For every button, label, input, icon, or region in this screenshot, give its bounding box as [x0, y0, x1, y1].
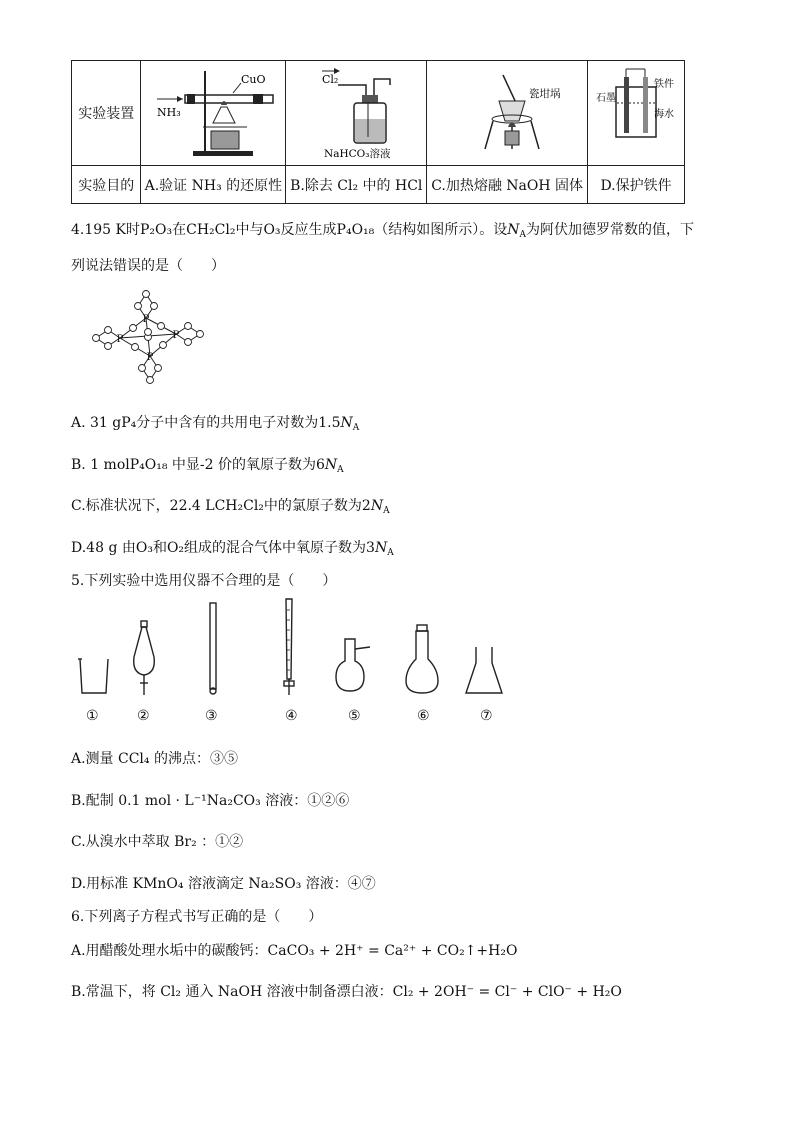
purpose-c: C.加热熔融 NaOH 固体 [427, 166, 588, 204]
thermometer-icon [210, 603, 216, 689]
q6-option-b: B.常温下，将 Cl₂ 通入 NaOH 溶液中制备漂白液：Cl₂ + 2OH⁻ = Cl⁻ + ClO⁻ + H₂O [71, 984, 622, 1000]
distilling-flask-icon [336, 639, 364, 691]
q4-option-b: B. 1 molP₄O₁₈ 中显-2 价的氧原子数为$6N_A$ [71, 457, 344, 475]
instrument-label-4: ④ [285, 708, 298, 724]
q4-option-a: A. 31 gP₄分子中含有的共用电子对数为$1.5N_A$ [71, 415, 360, 433]
q5-option-c: C.从溴水中萃取 Br₂ ：①② [71, 834, 244, 850]
graphite-label: 石墨 [596, 93, 617, 104]
apparatus-a [141, 61, 286, 166]
p4o18-structure [78, 282, 228, 394]
row-label-purpose: 实验目的 [72, 166, 141, 204]
q4-option-d: D.48 g 由O₃和O₂组成的混合气体中氧原子数为$3N_A$ [71, 540, 394, 558]
iron-label: 铁件 [654, 79, 675, 90]
q5-stem: 5.下列实验中选用仪器不合理的是（ ） [71, 573, 337, 589]
purpose-a: A.验证 NH₃ 的还原性 [141, 166, 286, 204]
instrument-label-6: ⑥ [417, 708, 430, 724]
apparatus-b [286, 61, 427, 166]
q5-option-b: B.配制 0.1 mol · L⁻¹Na₂CO₃ 溶液：①②⑥ [71, 793, 350, 809]
cuo-label: CuO [241, 73, 266, 86]
q4-stem-line1: 4.195 K时P₂O₃在CH₂Cl₂中与O₃反应生成P₄O₁₈（结构如图所示）。设$N_A$为阿伏加德罗常数的值，下 [71, 222, 695, 240]
p-atom: P [172, 330, 180, 341]
q4-stem-line2: 列说法错误的是（ ） [71, 258, 225, 274]
row-label-apparatus: 实验装置 [72, 61, 141, 166]
q5-option-a: A.测量 CCl₄ 的沸点：③⑤ [71, 751, 238, 767]
conical-flask-icon [466, 647, 502, 693]
burette-icon [286, 599, 292, 679]
separatory-funnel-icon [134, 627, 155, 675]
q6-option-a: A.用醋酸处理水垢中的碳酸钙：CaCO₃ + 2H⁺ = Ca²⁺ + CO₂↑+H₂O [71, 943, 518, 959]
nh3-label: NH₃ [157, 106, 182, 119]
volumetric-flask-icon [406, 631, 438, 693]
nahco3-label: NaHCO₃溶液 [324, 148, 391, 160]
instrument-row [70, 595, 520, 705]
crucible-label: 瓷坩埚 [529, 88, 561, 100]
p-atom: P [146, 352, 154, 363]
instrument-label-7: ⑦ [480, 708, 493, 724]
purpose-b: B.除去 Cl₂ 中的 HCl [286, 166, 427, 204]
p-atom: P [116, 334, 124, 345]
cl2-label: Cl₂ [322, 73, 339, 86]
apparatus-c [427, 61, 588, 166]
instrument-label-2: ② [137, 708, 150, 724]
instrument-label-5: ⑤ [348, 708, 361, 724]
p-atom: P [142, 314, 150, 325]
beaker-icon [80, 659, 108, 693]
experiment-table [71, 60, 685, 204]
q6-stem: 6.下列离子方程式书写正确的是（ ） [71, 909, 323, 925]
apparatus-d [588, 61, 685, 166]
q5-option-d: D.用标准 KMnO₄ 溶液滴定 Na₂SO₃ 溶液：④⑦ [71, 876, 376, 892]
instrument-label-1: ① [86, 708, 99, 724]
instrument-label-3: ③ [205, 708, 218, 724]
purpose-d: D.保护铁件 [588, 166, 685, 204]
seawater-label: 海水 [654, 109, 675, 120]
q4-option-c: C.标准状况下，22.4 LCH₂Cl₂中的氯原子数为$2N_A$ [71, 498, 390, 516]
